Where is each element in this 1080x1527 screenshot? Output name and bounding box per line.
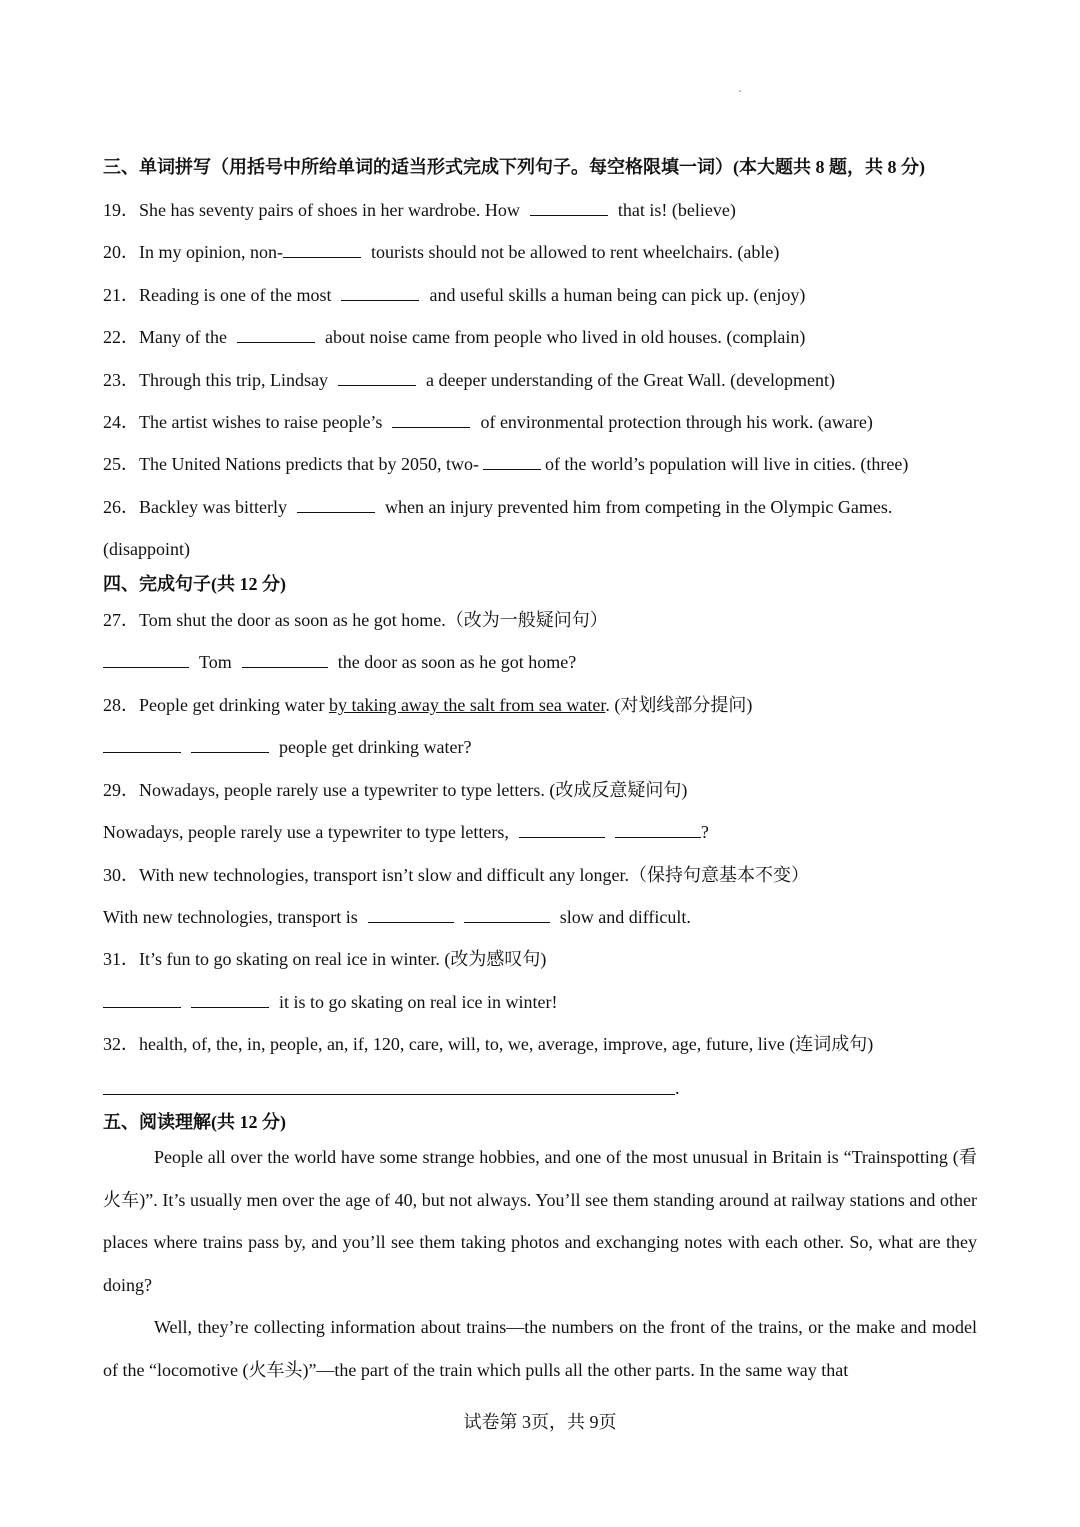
underlined-phrase: by taking away the salt from sea water (328, 695, 606, 715)
answer-blank[interactable] (103, 651, 189, 668)
page-footer: 试卷第 3页，共 9页 (463, 1412, 617, 1432)
reading-paragraph-2: Well, they’re collecting information about trains—the numbers on the front of the trains, or the make and model of the “locomotive (火车头)”—the part of the train which pulls all the other parts. In the same way that (103, 1317, 977, 1380)
question-29-stem: 29．Nowadays, people rarely use a typewriter to type letters. (改成反意疑问句) (103, 780, 688, 800)
question-32-stem: 32．health, of, the, in, people, an, if, 120, care, will, to, we, average, improve, age, future, live (连词成句) (103, 1034, 874, 1054)
answer-blank[interactable] (530, 199, 608, 216)
question-30-stem: 30．With new technologies, transport isn’t slow and difficult any longer.（保持句意基本不变） (103, 865, 810, 885)
answer-blank[interactable] (103, 736, 181, 753)
question-26-hint: (disappoint) (103, 539, 190, 559)
answer-blank[interactable] (368, 906, 454, 923)
question-23: 23．Through this trip, Lindsay a deeper understanding of the Great Wall. (development) (103, 370, 836, 390)
question-19: 19．She has seventy pairs of shoes in her wardrobe. How that is! (believe) (103, 200, 736, 220)
answer-blank[interactable] (103, 991, 181, 1008)
answer-blank[interactable] (283, 241, 361, 258)
answer-blank[interactable] (464, 906, 550, 923)
question-29-answer: Nowadays, people rarely use a typewriter to type letters, ? (103, 822, 709, 842)
section3-heading: 三、单词拼写（用括号中所给单词的适当形式完成下列句子。每空格限填一词）(本大题共 8 题，共 8 分) (103, 157, 925, 177)
answer-blank[interactable] (519, 821, 605, 838)
answer-blank[interactable] (242, 651, 328, 668)
section4-heading: 四、完成句子(共 12 分) (103, 574, 286, 594)
question-30-answer: With new technologies, transport is slow and difficult. (103, 907, 691, 927)
answer-line-period: . (675, 1078, 680, 1098)
question-21: 21．Reading is one of the most and useful skills a human being can pick up. (enjoy) (103, 285, 806, 305)
reading-paragraph-1: People all over the world have some strange hobbies, and one of the most unusual in Britain is “Trainspotting (看火车)”. It’s usually men over the age of 40, but not always. You’ll see them standing around at railway stations and other places where trains pass by, and you’ll see them taking photos and exchanging notes with each other. So, what are they doing? (103, 1147, 977, 1295)
scan-speck (739, 90, 741, 92)
question-27-stem: 27．Tom shut the door as soon as he got home.（改为一般疑问句） (103, 610, 608, 630)
question-26: 26．Backley was bitterly when an injury prevented him from competing in the Olympic Games. (103, 497, 893, 517)
question-25: 25．The United Nations predicts that by 2050, two- of the world’s population will live in cities. (three) (103, 454, 909, 474)
question-28-stem: 28．People get drinking water by taking away the salt from sea water. (对划线部分提问) (103, 695, 753, 715)
answer-blank[interactable] (615, 821, 701, 838)
answer-blank[interactable] (191, 991, 269, 1008)
answer-line[interactable] (103, 1094, 675, 1095)
question-31-stem: 31．It’s fun to go skating on real ice in winter. (改为感叹句) (103, 949, 547, 969)
answer-blank[interactable] (392, 411, 470, 428)
question-24: 24．The artist wishes to raise people’s of environmental protection through his work. (aware) (103, 412, 873, 432)
answer-blank[interactable] (483, 453, 541, 470)
question-20: 20．In my opinion, non- tourists should not be allowed to rent wheelchairs. (able) (103, 242, 780, 262)
answer-blank[interactable] (237, 326, 315, 343)
question-31-answer: it is to go skating on real ice in winter! (103, 990, 557, 1014)
question-22: 22．Many of the about noise came from people who lived in old houses. (complain) (103, 327, 806, 347)
answer-blank[interactable] (191, 736, 269, 753)
section5-heading: 五、阅读理解(共 12 分) (103, 1112, 286, 1132)
question-27-answer: Tom the door as soon as he got home? (103, 650, 576, 674)
answer-blank[interactable] (297, 496, 375, 513)
question-28-answer: people get drinking water? (103, 735, 471, 759)
answer-blank[interactable] (338, 369, 416, 386)
answer-blank[interactable] (341, 284, 419, 301)
